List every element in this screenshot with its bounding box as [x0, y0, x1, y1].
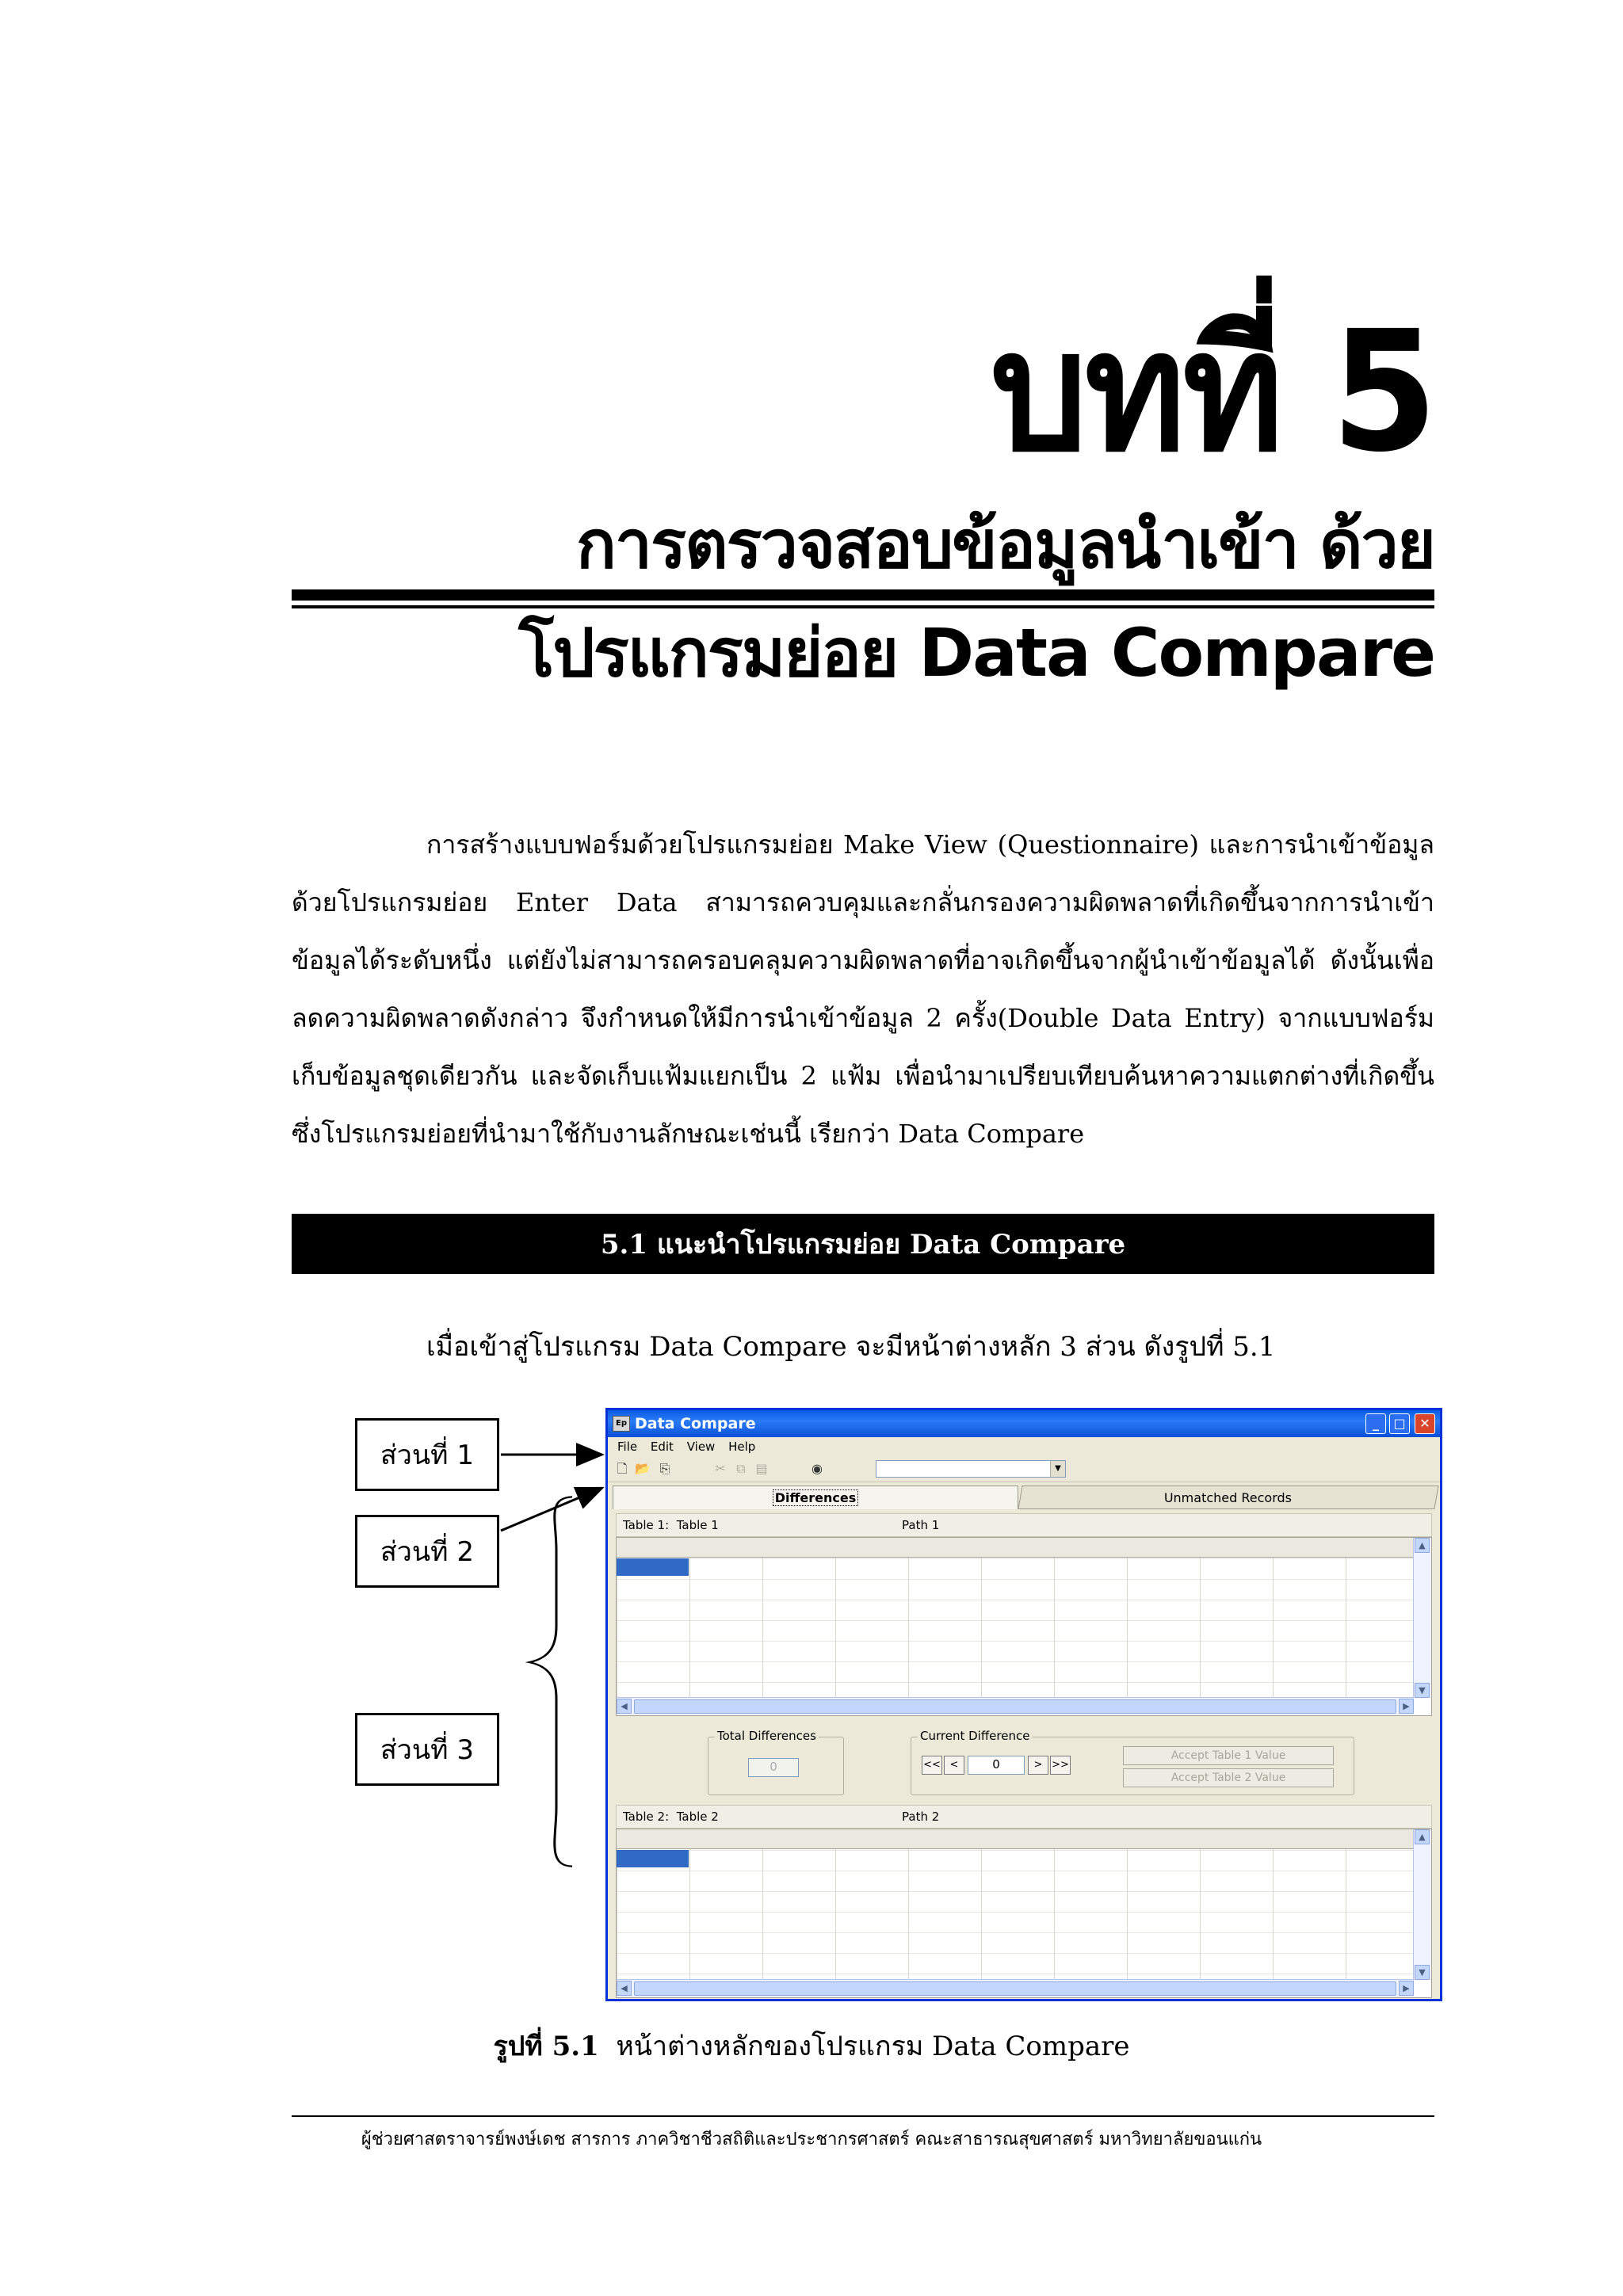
footer-rule [292, 2115, 1434, 2117]
open-folder-icon[interactable]: 📂 [635, 1461, 651, 1476]
table1-scroll-thumb[interactable] [634, 1699, 1396, 1714]
new-file-icon[interactable]: 🗋 [617, 1461, 628, 1476]
chapter-subtitle-line2: โปรแกรมย่อย Data Compare [518, 614, 1434, 692]
figure-caption [0, 2024, 1623, 2067]
table2-scroll-thumb[interactable] [634, 1981, 1396, 1996]
table2-selected-cell[interactable] [617, 1850, 689, 1867]
scroll-up-icon[interactable]: ▲ [1415, 1829, 1430, 1844]
table2-horizontal-scrollbar[interactable] [617, 1979, 1414, 1997]
total-differences-group [708, 1729, 844, 1795]
scroll-down-icon[interactable]: ▼ [1415, 1683, 1430, 1698]
tab-differences-label: Differences [773, 1489, 859, 1506]
scroll-right-icon[interactable]: ▶ [1399, 1981, 1414, 1996]
first-difference-button[interactable]: << [922, 1756, 942, 1775]
table2-grid[interactable] [616, 1829, 1432, 1998]
tab-differences[interactable] [613, 1486, 1018, 1509]
table2-vertical-scrollbar[interactable] [1413, 1829, 1431, 1980]
chevron-down-icon[interactable]: ▼ [1050, 1461, 1065, 1477]
table2-header [616, 1805, 1432, 1829]
menu-help[interactable]: Help [728, 1440, 756, 1454]
callout-arrows [475, 1442, 618, 1886]
total-differences-field: 0 [748, 1758, 799, 1777]
page-footer: ผู้ช่วยศาสตราจารย์พงษ์เดช สารการ ภาควิชาชีวสถิติและประชากรศาสตร์ คณะสาธารณสุขศาสตร์ มหาวิทยาลัยขอนแก่น [361, 2130, 1262, 2149]
menu-bar [608, 1437, 1440, 1456]
figure-caption-label: รูปที่ 5.1 [493, 2031, 599, 2062]
brace-part-3 [529, 1497, 572, 1866]
minimize-button[interactable]: _ [1365, 1413, 1386, 1434]
body-paragraph [292, 816, 1434, 1163]
scroll-left-icon[interactable]: ◀ [617, 1981, 632, 1996]
tab-unmatched-records-label: Unmatched Records [1164, 1490, 1293, 1505]
cut-icon[interactable]: ✂ [715, 1461, 726, 1476]
menu-edit[interactable]: Edit [650, 1440, 674, 1454]
difference-controls [616, 1726, 1432, 1798]
path2-label: Path 2 [902, 1810, 940, 1824]
path1-label: Path 1 [902, 1518, 940, 1532]
table1-selected-cell[interactable] [617, 1558, 689, 1576]
current-difference-label: Current Difference [918, 1729, 1032, 1743]
table1-name: Table 1 [676, 1518, 719, 1532]
window-titlebar [608, 1410, 1440, 1437]
heading-rule-thin [292, 605, 1434, 608]
scroll-left-icon[interactable]: ◀ [617, 1699, 632, 1714]
table2-panel [616, 1805, 1432, 1998]
export-icon[interactable]: ⎘ [659, 1461, 670, 1476]
table1-horizontal-scrollbar[interactable] [617, 1697, 1414, 1715]
table1-grid[interactable] [616, 1537, 1432, 1716]
chapter-subtitle-line1: การตรวจสอบข้อมูลนำเข้า ด้วย [575, 505, 1434, 583]
table2-name: Table 2 [676, 1810, 719, 1824]
scroll-up-icon[interactable]: ▲ [1415, 1538, 1430, 1553]
table1-header [616, 1513, 1432, 1537]
heading-rule-thick [292, 589, 1434, 601]
table-selector-dropdown[interactable] [876, 1460, 1066, 1478]
copy-icon[interactable]: ⧉ [736, 1461, 746, 1476]
last-difference-button[interactable]: >> [1050, 1756, 1071, 1775]
accept-table1-button[interactable]: Accept Table 1 Value [1123, 1746, 1334, 1765]
table1-grid-header [617, 1538, 1414, 1558]
total-differences-label: Total Differences [715, 1729, 819, 1743]
menu-view[interactable]: View [686, 1440, 716, 1454]
body-paragraph-text: การสร้างแบบฟอร์มด้วยโปรแกรมย่อย Make View (Questionnaire) และการนำเข้าข้อมูลด้วยโปรแกรมย่อย Enter Data สามารถควบคุมและกลั่นกรองความผิดพลาดที่เกิดขึ้นจากการนำเข้าข้อมูลได้ระดับหนึ่ง แต่ยังไม่สามารถครอบคลุมความผิดพลาดที่อาจเกิดขึ้นจากผู้นำเข้าข้อมูลได้ ดังนั้นเพื่อลดความผิดพลาดดังกล่าว จึงกำหนดให้มีการนำเข้าข้อมูล 2 ครั้ง(Double Data Entry) จากแบบฟอร์มเก็บข้อมูลชุดเดียวกัน และจัดเก็บแฟ้มแยกเป็น 2 แฟ้ม เพื่อนำมาเปรียบเทียบค้นหาความแตกต่างที่เกิดขึ้น ซึ่งโปรแกรมย่อยที่นำมาใช้กับงานลักษณะเช่นนี้ เรียกว่า Data Compare [292, 830, 1434, 1149]
tab-unmatched-records[interactable] [1018, 1486, 1438, 1509]
current-difference-field[interactable]: 0 [968, 1756, 1025, 1775]
callout-part-2: ส่วนที่ 2 [355, 1515, 499, 1588]
scroll-down-icon[interactable]: ▼ [1415, 1965, 1430, 1980]
app-icon: Ep [613, 1416, 630, 1432]
table2-grid-header [617, 1829, 1414, 1849]
arrow-part-2 [501, 1488, 602, 1531]
window-title: Data Compare [635, 1415, 756, 1432]
table1-vertical-scrollbar[interactable] [1413, 1538, 1431, 1698]
callout-part-1: ส่วนที่ 1 [355, 1418, 499, 1491]
compare-icon[interactable]: ◉ [812, 1461, 823, 1476]
chapter-title: บทที่ 5 [990, 295, 1434, 489]
scroll-right-icon[interactable]: ▶ [1399, 1699, 1414, 1714]
previous-difference-button[interactable]: < [944, 1756, 964, 1775]
next-difference-button[interactable]: > [1028, 1756, 1048, 1775]
callout-part-3: ส่วนที่ 3 [355, 1713, 499, 1786]
intro-text: เมื่อเข้าสู่โปรแกรม Data Compare จะมีหน้าต่างหลัก 3 ส่วน ดังรูปที่ 5.1 [426, 1331, 1276, 1363]
section-heading: 5.1 แนะนำโปรแกรมย่อย Data Compare [292, 1214, 1434, 1274]
table2-label: Table 2: [623, 1810, 670, 1824]
paste-icon[interactable]: ▤ [755, 1461, 768, 1476]
accept-table2-button[interactable]: Accept Table 2 Value [1123, 1768, 1334, 1787]
menu-file[interactable]: File [617, 1440, 638, 1454]
figure-caption-text: หน้าต่างหลักของโปรแกรม Data Compare [616, 2031, 1130, 2062]
toolbar [608, 1456, 1440, 1482]
table1-label: Table 1: [623, 1518, 670, 1532]
maximize-button[interactable]: □ [1389, 1413, 1410, 1434]
close-button[interactable]: ✕ [1415, 1413, 1435, 1434]
data-compare-window [605, 1408, 1442, 2001]
table1-panel [616, 1513, 1432, 1716]
